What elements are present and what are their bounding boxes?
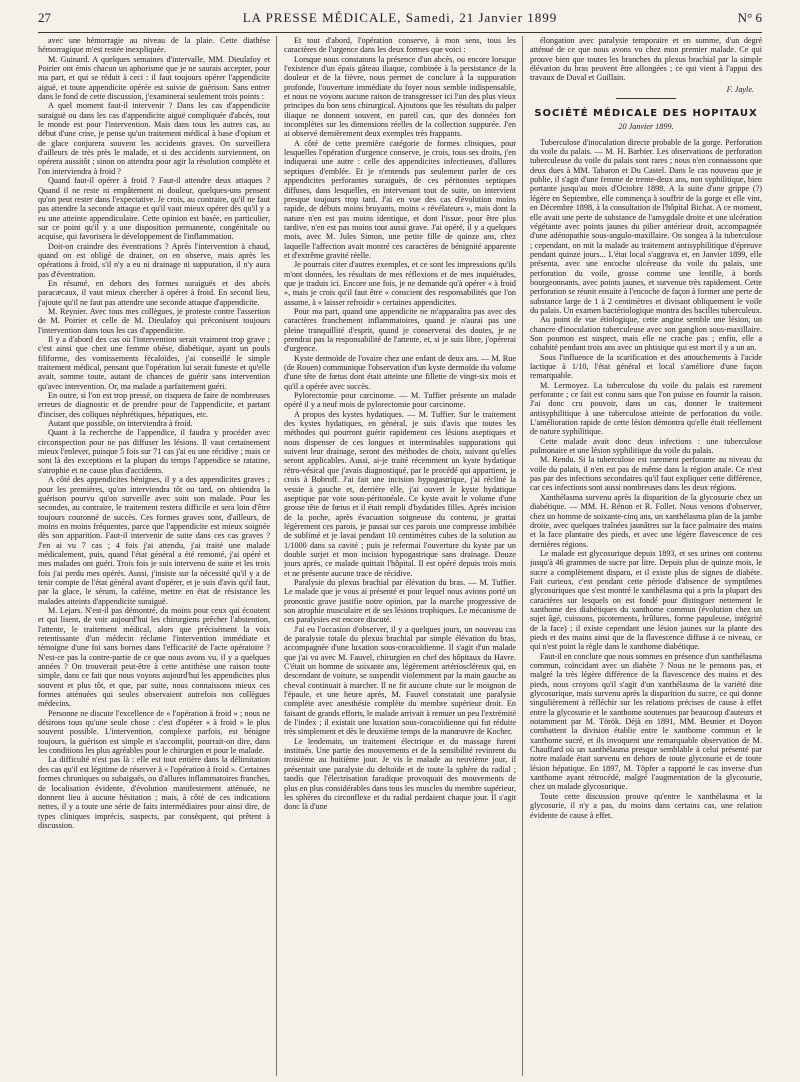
article-kyste-dermoide: Kyste dermoïde de l'ovaire chez une enfant de deux ans. — M. Rue (de Rouen) communique l'observation d'un kyste dermoïde du volume d'une tête de fœtus dont était atteinte une fillette de vingt-six mois et qu'il a opérée avec succès.	[284, 353, 516, 391]
paragraph: En résumé, en dehors des formes suraiguës et des abcès paracæcaux, il vaut mieux chercher à opérer à froid. En second lieu, j'ajoute qu'il ne faut pas attendre une seconde attaque d'appendicite.	[38, 278, 270, 307]
page-header	[38, 4, 762, 33]
paragraph: A quel moment faut-il intervenir ? Dans les cas d'appendicite suraiguë ou dans les cas d'appendicite aiguë compliquée d'abcès, tout le monde est pour l'intervention. Mais dans tous les autres cas, au début d'une crise, je pense qu'un traitement médical à base d'opium et de glace conjurera souvent les accidents graves. On surveillera d'ailleurs de très près le malade, et si des accidents surviennent, on opérera aussitôt ; sinon on attendra pour agir la résolution complète et l'on interviendra à froid ?	[38, 101, 270, 176]
paragraph: M. Lejars. N'est-il pas démontré, du moins pour ceux qui écoutent et qui lisent, de voir aujourd'hui les chirurgiens prêcher l'abstention, l'attente, le traitement médical, alors que précisément la voix retentissante d'un médecin réclame l'intervention immédiate et témoigne d'une foi sans bornes dans l'efficacité de l'acte opératoire ? N'est-ce pas la contre-partie de ce que nous avons vu, il y a quelques années ? On trouverait peut-être à cette antithèse une raison toute simple, dans ce fait que nous voyons aujourd'hui les appendicites plus souvent et plus tôt, et que, par suite, nous connaissons mieux ces formes atténuées qui seules observaient autrefois nos collègues médecins.	[38, 605, 270, 709]
paragraph: Pour ma part, quand une appendicite ne m'apparaîtra pas avec des caractères franchement inflammatoires, quand je n'aurai pas une pleine tranquillité d'esprit, quand je conserverai des doutes, je ne prendrai pas la responsabilité de l'attente, et, si je suis libre, j'opérerai d'urgence.	[284, 306, 516, 354]
article-pylorectomie: Pylorectomie pour carcinome. — M. Tuffier présente un malade opéré il y a neuf mois de pylorectomie pour carcinome.	[284, 391, 516, 410]
paragraph: Cette malade avait donc deux infections : une tuberculose pulmonaire et une lésion syphilitique du voile du palais.	[530, 436, 762, 456]
paragraph: M. Guinard. A quelques semaines d'intervalle, MM. Dieulafoy et Poirier ont émis chacun un aphorisme que je ne saurais accepter, pour ma part, et qui se réduit à ceci : il faut toujours opérer l'appendicite aiguë, et toute appendicite opérée est suivie de guérison. Sans entrer dans le fond de cette discussion, j'examinerai seulement trois points :	[38, 54, 270, 102]
paragraph: Au point de vue étiologique, cette angine semble une lésion, un chancre d'inoculation tuberculeuse avec son ganglion sous-maxillaire. Son poumon est suspect, mais elle ne crache pas ; enfin, elle a cohabité pendant trois ans avec un phtisique qui est mort il y a un an.	[530, 315, 762, 353]
paragraph: Sous l'influence de la scarification et des attouchements à l'acide lactique à 1/10, l'état général et local s'améliore d'une façon remarquable.	[530, 352, 762, 381]
paragraph: Le lendemain, un traitement électrique et du massage furent institués. Une partie des mouvements et de la sensibilité revinrent du troisième au huitième jour. Je vis le malade au neuvième jour, il présentait une paralysie du deltoïde et de toute la sphère du radial ; tandis que l'électrisation faradique provoquait des mouvements de plus en plus considérables dans tous les muscles du membre supérieur, les sphères du circonflexe et du radial perdaient chaque jour. Il s'agit donc là d'une	[284, 736, 516, 812]
paragraph: Quant à la recherche de l'appendice, il faudra y procéder avec circonspection pour ne pas diffuser les lésions. Il vaut certainement mieux l'enlever, puisque 5 fois sur 71 cas j'ai eu une récidive ; mais ce sont là des exceptions et la plupart du temps l'appendice se ratatine, s'atrophie et ne cause plus d'accidents.	[38, 428, 270, 475]
page-number: 27	[38, 10, 51, 25]
paragraph: M. Lermoyez. La tuberculose du voile du palais est rarement perforante ; ce fait est connu sans que l'on puisse en fournir la raison. J'ai donc cru pouvoir, dans un cas, donner le traitement antisyphilitique à une tuberculose atteinte de perforation du voile. L'amélioration rapide de cette lésion démontra qu'elle était réellement de nature syphilitique.	[530, 380, 762, 437]
article-tuberculose-gorge: Tuberculose d'inoculation directe probable de la gorge. Perforation du voile du palais. — M. H. Barbier. Les observations de perforation tuberculeuse du voile du palais sont rares ; nous n'en connaissons que deux dues à MM. Tabaron et Du Castel. Dans le cas nouveau que je publie, il s'agit d'une femme de trente-deux ans, non syphilitique, bien portante jusqu'au mois d'Octobre 1898. A la suite d'une grippe (?) légère en Septembre, elle commença à souffrir de la gorge et elle vint, en Décembre 1898, à la consultation de l'hôpital Bichat. A ce moment, elle avait une perte de substance de l'amygdale droite et une ulcération végétante avec points jaunes du pilier antérieur droit, accompagnée d'une adénopathie sous-angulo-maxillaire. On songea à la tuberculose ; cependant, on mit la malade au traitement antisyphilitique d'épreuve pendant quinze jours... L'état local s'aggrava et, en Janvier 1899, elle présenta, avec une encoche ulcéreuse du voile du palais, une perforation du voile, grosse comme une lentille, à bords bourgeonnants, avec points jaunes, et survenue très rapidement. Cette perforation se réunit ensuite à l'encoche de façon à former une perte de substance large de 1 à 2 centimètres et divisant obliquement le voile du palais. Un examen bactériologique montra des bacilles tuberculeux.	[530, 137, 762, 315]
issue-number: N° 6	[737, 10, 762, 25]
column-divider	[522, 36, 523, 1076]
paragraph: Personne ne discute l'excellence de « l'opération à froid » ; nous ne désirons tous qu'une seule chose : c'est d'opérer « à froid » le plus souvent possible. L'intervention, complexe parfois, est bénigne toujours, la guérison est simple et s'accomplit, pourrait-on dire, dans les conditions les plus agréables pour le chirurgien et pour le malade.	[38, 708, 270, 756]
column-1	[38, 36, 270, 1076]
paragraph: Quand faut-il opérer à froid ? Faut-il attendre deux attaques ? Quand il ne reste ni empâtement ni douleur, quelques-uns pensent qu'on peut rester dans l'expectative. Je crois, au contraire, qu'il ne faut pas attendre la seconde attaque et qu'il vaut mieux opérer dès qu'il y a eu une atteinte appendiculaire. Cette opinion est basée, en particulier, sur ce point qu'il y a une disposition permanente, congénitale ou acquise, qui favorisera le développement de l'inflammation.	[38, 176, 270, 242]
paragraph: Toute cette discussion prouve qu'entre le xanthélasma et la glycosurie, il n'y a pas, du moins dans certains cas, une relation évidente de cause à effet.	[530, 791, 762, 820]
section-title: SOCIÉTÉ MÉDICALE DES HOPITAUX	[534, 108, 758, 120]
paragraph: Le malade est glycosurique depuis 1893, et ses urines ont contenu jusqu'à 46 grammes de sucre par litre. Depuis plus de quinze mois, le sucre a complètement disparu, et il existe plus de signes de diabète. Fait curieux, c'est pendant cette période d'absence de symptômes glycosuriques que s'est montré le xanthélasma qui a pris la plupart des caractères sur lesquels on est fondé pour distinguer nettement le xanthome des diabétiques du xanthome commun (évolution chez un sujet âgé, cuissons, picotements, brûlures, forme papuleuse, intégrité de la face) ; il existe cependant une lésion jaunes sur la plante des pieds et des mains ainsi que de la flavescence diffuse à ce niveau, ce qui n'est point la règle dans le xanthome diabétique.	[530, 548, 762, 652]
journal-title: LA PRESSE MÉDICALE, Samedi, 21 Janvier 1899	[242, 10, 558, 25]
paragraph: Doit-on craindre des éventrations ? Après l'intervention à chaud, quand on est obligé de drainer, on en observe, mais après les opérations à froid, s'il n'y a eu ni drainage ni suppuration, il n'y aura pas d'éventration.	[38, 241, 270, 279]
paragraph: Je pourrais citer d'autres exemples, et ce sont les impressions qu'ils m'ont données, les résultats de mes réflexions et de mes inquiétudes, que je traduis ici. Encore une fois, je ne demande qu'à opérer « à froid », mais je crois qu'il faut être « conscient des responsabilités que l'on assume, à « laisser refroidir » certaines appendicites.	[284, 260, 516, 307]
paragraph: M. Reynier. Avec tous mes collègues, je proteste contre l'assertion de M. Poirier et celle de M. Dieulafoy qui préconisent toujours l'intervention dans tous les cas d'appendicite.	[38, 306, 270, 335]
section-divider	[616, 98, 676, 99]
paragraph: A côté des appendicites bénignes, il y a des appendicites graves ; pour les premières, qu'on interviendra tôt ou tard, on obtiendra la guérison pourvu qu'on surveille avec soin son malade. Pour les secondes, au contraire, le traitement restera difficile et sera loin d'être toujours couronné de succès. Ces formes graves sont, d'ailleurs, de moins en moins fréquentes, parce que l'appendicite est mieux soignée dès son apparition. Faut-il intervenir de suite dans ces cas graves ? J'en ai vu 7 cas ; 4 fois j'ai attendu, j'ai traité une malade médicalement, puis, quand l'état général a été remonté, j'ai opéré et mes malades ont guéri. Trois fois je suis intervenu de suite et les trois fois j'ai perdu mes opérés. Aussi, j'insiste sur la nécessité qu'il y a de tenir compte de l'état général avant d'opérer, et je suis d'avis qu'il faut, par la glace, le sérum, la caféine, mettre en état de résistance les malades atteints d'appendicite suraiguë.	[38, 475, 270, 606]
paragraph: J'ai eu l'occasion d'observer, il y a quelques jours, un nouveau cas de paralysie totale du plexus brachial par simple élévation du bras, accompagnée d'une luxation sous-coracoïdienne. Il s'agit d'un malade que j'ai vu avec M. Fauvel, chirurgien en chef des hôpitaux du Havre. C'était un homme de soixante ans, légèrement artérioscléreux qui, en descendant de voiture, se suspendit violemment par la main gauche au cheval continuait à marcher. Il ne fit aucune chute sur le moignon de l'épaule, et une heure après, M. Fauvel constatait une paralysie complète avec anesthésie complète du membre supérieur droit. En faisant de grands efforts, le malade arrivait à remuer un peu l'extrémité de l'index ; il existait une luxation sous-coracoïdienne qui fut réduite très simplement et dès le deuxième temps de la manœuvre de Kocher.	[284, 624, 516, 737]
paragraph: Il y a d'abord des cas où l'intervention serait vraiment trop grave ; c'est ainsi que chez une femme obèse, diabétique, ayant un pouls filiforme, des vomissements fécaloïdes, j'ai conseillé le simple traitement médical, pensant que l'opération lui serait funeste et qu'elle avait, somme toute, autant de chances de guérir sans intervention qu'avec intervention. Or, ma malade a parfaitement guéri.	[38, 335, 270, 391]
paragraph: En outre, si l'on est trop pressé, on risquera de faire de nombreuses erreurs de diagnostic et de prendre pour de l'appendicite, et partant d'inciser, des coliques néphrétiques, hépatiques, etc.	[38, 391, 270, 419]
article-xanthelasma: Xanthélasma survenu après la disparition de la glycosurie chez un diabétique. — MM. H. Rénon et R. Follet. Nous venons d'observer, chez un homme de soixante-cinq ans, un xanthélasma plan de la jambe droite, avec quelques traînées jaunâtres sur la face palmaire des mains et la face plantaire des pieds, et avec une légère flavescence de ces dernières régions.	[530, 492, 762, 549]
paragraph: La difficulté n'est pas là : elle est tout entière dans la délimitation des cas qu'il est légitime de réserver à « l'opération à froid ». Certaines formes chroniques ou subaiguës, ou d'allures inflammatoires franches, de localisation évidente, d'évolution manifestement atténuée, ne donnent lieu à aucune hésitation ; mais, à côté de ces indications nettes, il y a toute une série de faits intermédiaires pour ainsi dire, de types cliniques imprécis, suspects, par conséquent, qui prêtent à discussion.	[38, 755, 270, 830]
paragraph: avec une hémorragie au niveau de la plaie. Cette diathèse hémorragique m'est restée inexpliquée.	[38, 36, 270, 55]
column-3	[530, 36, 762, 1076]
paragraph: élongation avec paralysie temporaire et en somme, d'un degré atténué de ce que nous avons vu chez mon premier malade. Ce qui prouve bien que toutes les branches du plexus brachial par la simple élévation du bras peuvent être allongées ; ce qui vient à l'appui des travaux de Duval et Guillain.	[530, 36, 762, 83]
article-paralysie-plexus: Paralysie du plexus brachial par élévation du bras. — M. Tuffier. Le malade que je vous ai présenté et pour lequel nous avions porté un pronostic grave justifie notre opinion, par la marche progressive de son atrophie musculaire et de ses lésions trophiques. Le mécanisme de ces paralysies est encore discuté.	[284, 577, 516, 625]
paragraph: Lorsque nous constatons la présence d'un abcès, ou encore lorsque l'existence d'un épais gâteau iliaque, combinée à la persistance de la douleur et de la fièvre, nous permet de conclure à la suppuration profonde, l'ouverture immédiate du foyer nous semble indispensable, et nous ne voyons aucune raison de transgresser ici l'un des plus vieux principes du bon sens chirurgical. Ajoutons que les résultats du palper iliaque ne donnent souvent, en pareil cas, que des données fort incomplètes sur les dimensions réelles de la collection suppurée. J'en ai observé dernièrement deux exemples très frappants.	[284, 54, 516, 139]
section-date: 20 Janvier 1899.	[618, 122, 674, 132]
author-signature: F. Jayle.	[726, 84, 754, 94]
paragraph: M. Rendu. Si la tuberculose est rarement perforante au niveau du voile du palais, il n'en est pas de même dans la région anale. Ce n'est pas par des infections secondaires qu'il faut expliquer cette différence, car ces infections sont aussi nombreuses dans les deux régions.	[530, 455, 762, 493]
column-divider	[276, 36, 277, 1076]
paragraph: Et tout d'abord, l'opération conserve, à mon sens, tous les caractères de l'urgence dans les deux formes que voici :	[284, 36, 516, 55]
paragraph: Autant que possible, on interviendra à froid.	[48, 419, 193, 429]
paragraph: A côté de cette première catégorie de formes cliniques, pour lesquelles l'opération d'urgence conserve, je crois, tous ses droits, j'en indiquerai une autre : celle des appendicites infectieuses, d'allures septiques d'emblée. Et je n'entends pas seulement parler de ces appendicites perforantes suraiguës, de ces péritonites septiques diffuses, dans lesquelles, en intervenant tout de suite, on intervient presque toujours trop tard. J'ai en vue des cas d'évolution moins rapide, de débuts moins bruyants, moins « révélateurs », mais dont la nature n'en est pas moins identique, et dont l'issue, pour être plus tardive, n'en est pas moins tout aussi grave. J'ai opéré, il y a quelques mois, avec M. Jules Simon, une petite fille de quinze ans, chez laquelle l'affection avait montré ces caractères de bénignité apparente et d'extrême gravité réelle.	[284, 138, 516, 260]
column-2	[284, 36, 516, 1076]
paragraph: Faut-il en conclure que nous sommes en présence d'un xanthélasma commun, coïncidant avec un diabète ? Nous ne le pensons pas, et malgré la très légère différence de la flavescence des mains et des pieds, nous croyons qu'il s'agit d'un xanthélasma de la variété dite glycosurique, mais survenu après la disparition du sucre, ce qui donne singulièrement à réfléchir sur les relations précises de cause à effet entre la glycosurie et le xanthome soutenues par beaucoup d'auteurs et notamment par M. Török. Déjà en 1891, MM. Besnier et Doyon combattent la division établie entre le xanthome commun et le xanthome sucré, et ils invoquent une remarquable observation de M. Chauffard où un xanthélasma presque semblable à celui présenté par notre malade était survenu en dehors de toute glycosurie et de toute lésion hépatique. En 1897, M. Töpfer a rapporté le cas inverse d'un xanthome ayant rétrocédé, malgré l'augmentation de la glycosurie, chez un malade glycosurique.	[530, 651, 762, 792]
article-kystes-hydatiques: A propos des kystes hydatiques. — M. Tuffier. Sur le traitement des kystes hydatiques, en général, je suis d'avis que toutes les méthodes qui pourront guérir rapidement ces lésions aseptiques et nous dispenser de ces longues et interminables suppurations qui suivent leur drainage, seront des méthodes de choix, suivant qu'elles seront applicables. Aussi, ai-je traité récemment un kyste hydatique rétro-vésical que j'avais diagnostiqué, par le procédé qui appartient, je crois à Bobroff. J'ai fait une incision hypogastrique, j'ai récliné la vessie à gauche et, derrière elle, j'ai ouvert le kyste hydatique aseptique par voie sous-péritonéale. Ce kyste avait le volume d'une grosse tête de fœtus et il était rempli d'hydatides filles. Après incision de la poche, après évacuation soigneuse du contenu, je grattai légèrement ces parois, je passai sur ces parois une compresse imbibée de sublimé et je lavai pendant 10 centimètres cubes de la solution au 1/1000 dans sa cavité ; puis je refermai l'ouverture du kyste par un double surjet et mon incision hypogastrique sans drainage. Douze jours après, ce malade quittait l'hôpital. Il est opéré depuis trois mois et ne présente aucune trace de récidive.	[284, 409, 516, 578]
